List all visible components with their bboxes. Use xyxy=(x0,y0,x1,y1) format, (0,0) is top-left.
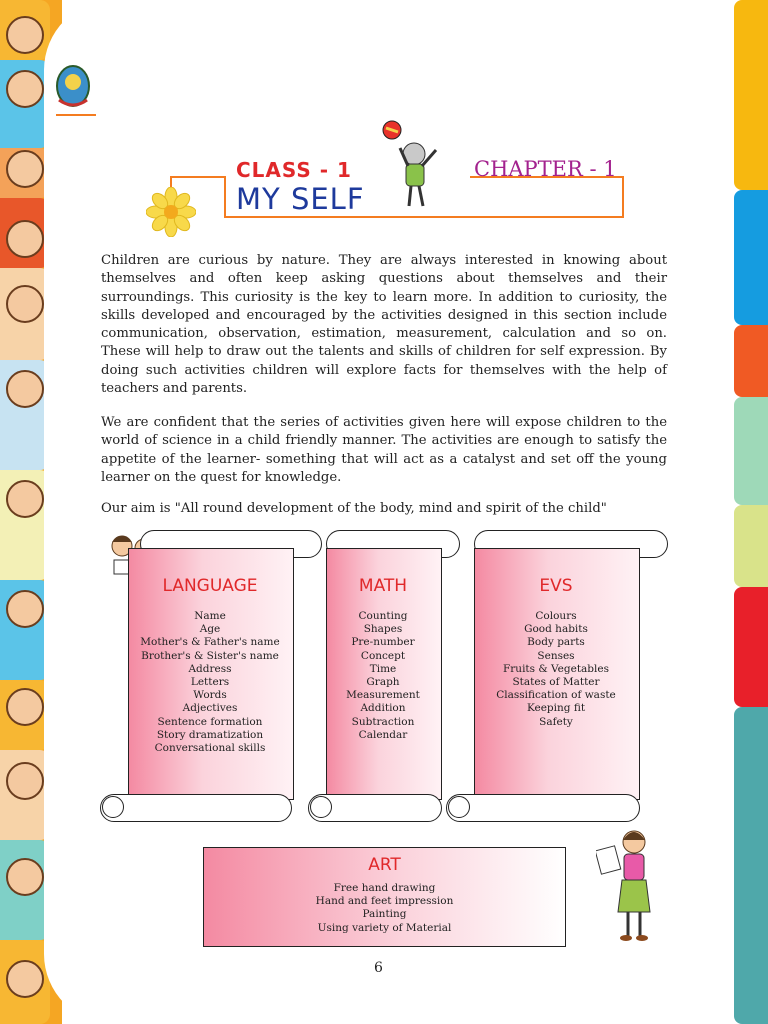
list-item: Mother's & Father's name xyxy=(140,636,280,649)
list-item: Addition xyxy=(360,702,406,715)
intro-paragraph: Children are curious by nature. They are always interested in knowing about themselves and often keep asking questions about themselves and their surroundings. This curiosity is the key to learn more. In addition to curiosity, the skills developed and encouraged by the activities designed in this section include communication, observation, estimation, measurement, calculation and so on. These will help to draw out the talents and skills of children for self expression. By doing such activities children will explore facts for themselves with the help of teachers and parents. xyxy=(101,253,667,397)
list-item: Adjectives xyxy=(182,702,238,715)
list-item: Hand and feet impression xyxy=(315,895,454,908)
list-item: Pre-number xyxy=(351,636,415,649)
list-item: Calendar xyxy=(358,728,408,741)
list-item: Name xyxy=(194,610,226,622)
art-title: ART xyxy=(368,855,401,875)
list-item: Colours xyxy=(535,610,577,622)
header-line xyxy=(224,176,226,218)
list-item: Age xyxy=(199,623,221,636)
list-item: Senses xyxy=(537,649,575,662)
list-item: Measurement xyxy=(346,689,420,702)
child-figure xyxy=(6,70,44,108)
child-figure xyxy=(6,960,44,998)
child-figure xyxy=(6,480,44,518)
emblem-underline xyxy=(56,114,96,116)
list-item: Conversational skills xyxy=(154,742,266,755)
chapter-label: CHAPTER - 1 xyxy=(474,157,617,181)
class-label: CLASS - 1 xyxy=(236,158,352,182)
list-item: Graph xyxy=(366,676,400,689)
list-item: Brother's & Sister's name xyxy=(141,649,279,662)
list-item: Shapes xyxy=(363,623,403,636)
list-item: Free hand drawing xyxy=(333,882,436,894)
list-item: Using variety of Material xyxy=(317,921,452,934)
confidence-paragraph: We are confident that the series of activities given here will expose children to the world of science in a child friendly manner. The activities are enough to satisfy the appetite of the learner- something that will act as a catalyst and set off the young learner on the quest for knowledge. xyxy=(101,415,667,485)
list-item: Body parts xyxy=(527,636,585,649)
art-box xyxy=(203,847,566,947)
language-scroll xyxy=(100,530,322,830)
list-item: States of Matter xyxy=(512,676,600,689)
language-items xyxy=(128,610,292,755)
list-item: Safety xyxy=(539,715,573,728)
list-item: Subtraction xyxy=(351,715,415,728)
list-item: Story dramatization xyxy=(156,728,264,741)
math-scroll xyxy=(308,530,462,830)
child-figure xyxy=(6,858,44,896)
list-item: Letters xyxy=(190,676,230,689)
child-figure xyxy=(6,370,44,408)
list-item: Painting xyxy=(362,908,407,921)
evs-title: EVS xyxy=(539,576,573,596)
evs-scroll xyxy=(446,530,668,830)
header-line xyxy=(622,176,624,218)
list-item: Time xyxy=(369,662,397,675)
evs-items xyxy=(474,610,638,729)
girl-with-book-illustration xyxy=(596,826,658,946)
right-color-stripe xyxy=(734,0,768,1024)
child-figure xyxy=(6,688,44,726)
math-items xyxy=(326,610,440,742)
flower-icon xyxy=(146,187,196,237)
child-figure xyxy=(6,220,44,258)
list-item: Counting xyxy=(358,610,408,622)
list-item: Classification of waste xyxy=(496,689,616,702)
boy-with-ball-illustration xyxy=(378,118,448,218)
aim-paragraph: Our aim is "All round development of the body, mind and spirit of the child" xyxy=(101,501,607,516)
emblem-icon xyxy=(53,60,93,112)
list-item: Fruits & Vegetables xyxy=(503,662,609,675)
list-item: Words xyxy=(193,689,227,702)
list-item: Concept xyxy=(360,649,406,662)
child-figure xyxy=(6,285,44,323)
list-item: Sentence formation xyxy=(157,715,263,728)
math-title: MATH xyxy=(358,576,408,596)
header-line xyxy=(170,176,224,178)
list-item: Good habits xyxy=(524,623,588,636)
child-figure xyxy=(6,762,44,800)
child-figure xyxy=(6,150,44,188)
child-figure xyxy=(6,16,44,54)
page-title: MY SELF xyxy=(236,182,365,216)
language-title: LANGUAGE xyxy=(162,576,258,596)
list-item: Address xyxy=(188,662,232,675)
page-number: 6 xyxy=(374,960,383,976)
child-figure xyxy=(6,590,44,628)
art-items xyxy=(204,882,565,935)
list-item: Keeping fit xyxy=(526,702,586,715)
